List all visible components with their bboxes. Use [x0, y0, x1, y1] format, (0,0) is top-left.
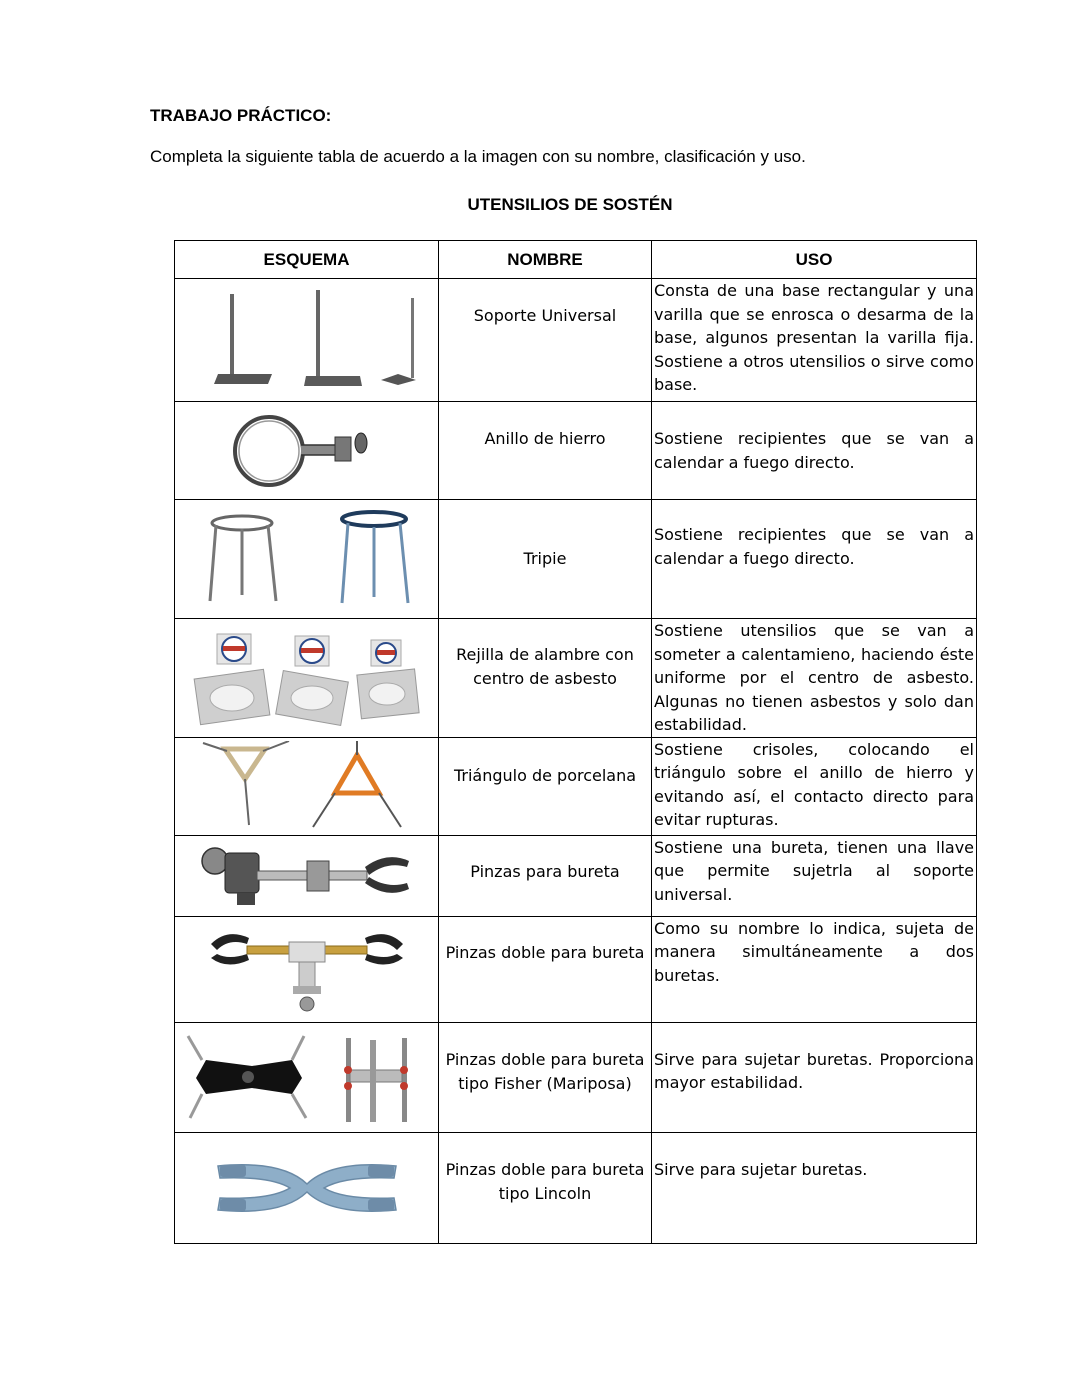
use-cell: Como su nombre lo indica, sujeta de manera simultáneamente a dos buretas.	[652, 916, 977, 1022]
table-header-row	[175, 241, 977, 279]
name-cell: Pinzas doble para bureta tipo Lincoln	[439, 1132, 652, 1243]
name-cell: Soporte Universal	[439, 279, 652, 402]
column-header-esquema: ESQUEMA	[175, 241, 439, 279]
table-row	[175, 500, 977, 619]
lincoln-clamp-icon	[212, 1150, 402, 1225]
name-cell: Pinzas para bureta	[439, 835, 652, 916]
tripod-icon	[192, 509, 422, 609]
schema-cell	[175, 500, 439, 619]
schema-cell	[175, 737, 439, 835]
schema-cell	[175, 402, 439, 500]
name-cell: Pinzas doble para bureta tipo Fisher (Mariposa)	[439, 1022, 652, 1132]
table-row	[175, 1132, 977, 1243]
name-cell: Rejilla de alambre con centro de asbesto	[439, 619, 652, 738]
use-cell: Sostiene una bureta, tienen una llave que permite sujetrla al soporte universal.	[652, 835, 977, 916]
use-cell: Consta de una base rectangular y una varilla que se enrosca o desarma de la base, algunos presentan la varilla fija. Sostiene a otros utensilios o sirve como base.	[652, 279, 977, 402]
table-row	[175, 916, 977, 1022]
column-header-uso: USO	[652, 241, 977, 279]
name-cell: Triángulo de porcelana	[439, 737, 652, 835]
instruction-text: Completa la siguiente tabla de acuerdo a la imagen con su nombre, clasificación y uso.	[150, 147, 806, 166]
name-cell: Anillo de hierro	[439, 402, 652, 500]
schema-cell	[175, 1022, 439, 1132]
table-row	[175, 835, 977, 916]
utensils-table	[174, 240, 977, 1244]
table-row	[175, 737, 977, 835]
burette-clamp-icon	[197, 841, 417, 911]
use-cell: Sostiene utensilios que se van a someter a calentamieno, haciendo éste uniforme por el centro de asbesto. Algunas no tienen asbestos y solo dan estabilidad.	[652, 619, 977, 738]
table-row	[175, 402, 977, 500]
use-cell: Sostiene recipientes que se van a calendar a fuego directo.	[652, 402, 977, 500]
name-cell: Pinzas doble para bureta	[439, 916, 652, 1022]
use-cell: Sostiene crisoles, colocando el triángulo sobre el anillo de hierro y evitando así, el contacto directo para evitar rupturas.	[652, 737, 977, 835]
use-cell: Sirve para sujetar buretas.	[652, 1132, 977, 1243]
table-title: UTENSILIOS DE SOSTÉN	[467, 195, 673, 214]
schema-cell	[175, 835, 439, 916]
schema-cell	[175, 916, 439, 1022]
name-cell: Tripie	[439, 500, 652, 619]
schema-cell	[175, 279, 439, 402]
wire-gauze-icon	[187, 628, 427, 728]
page-title: TRABAJO PRÁCTICO:	[150, 106, 332, 125]
double-burette-clamp-icon	[207, 924, 407, 1014]
schema-cell	[175, 1132, 439, 1243]
table-row	[175, 1022, 977, 1132]
table-row	[175, 619, 977, 738]
column-header-nombre: NOMBRE	[439, 241, 652, 279]
fisher-clamp-icon	[182, 1030, 432, 1125]
use-cell: Sostiene recipientes que se van a calendar a fuego directo.	[652, 500, 977, 619]
table-row	[175, 279, 977, 402]
iron-ring-icon	[227, 411, 387, 491]
porcelain-triangle-icon	[197, 741, 417, 831]
use-cell: Sirve para sujetar buretas. Proporciona mayor estabilidad.	[652, 1022, 977, 1132]
universal-stand-icon	[192, 288, 422, 393]
schema-cell	[175, 619, 439, 738]
